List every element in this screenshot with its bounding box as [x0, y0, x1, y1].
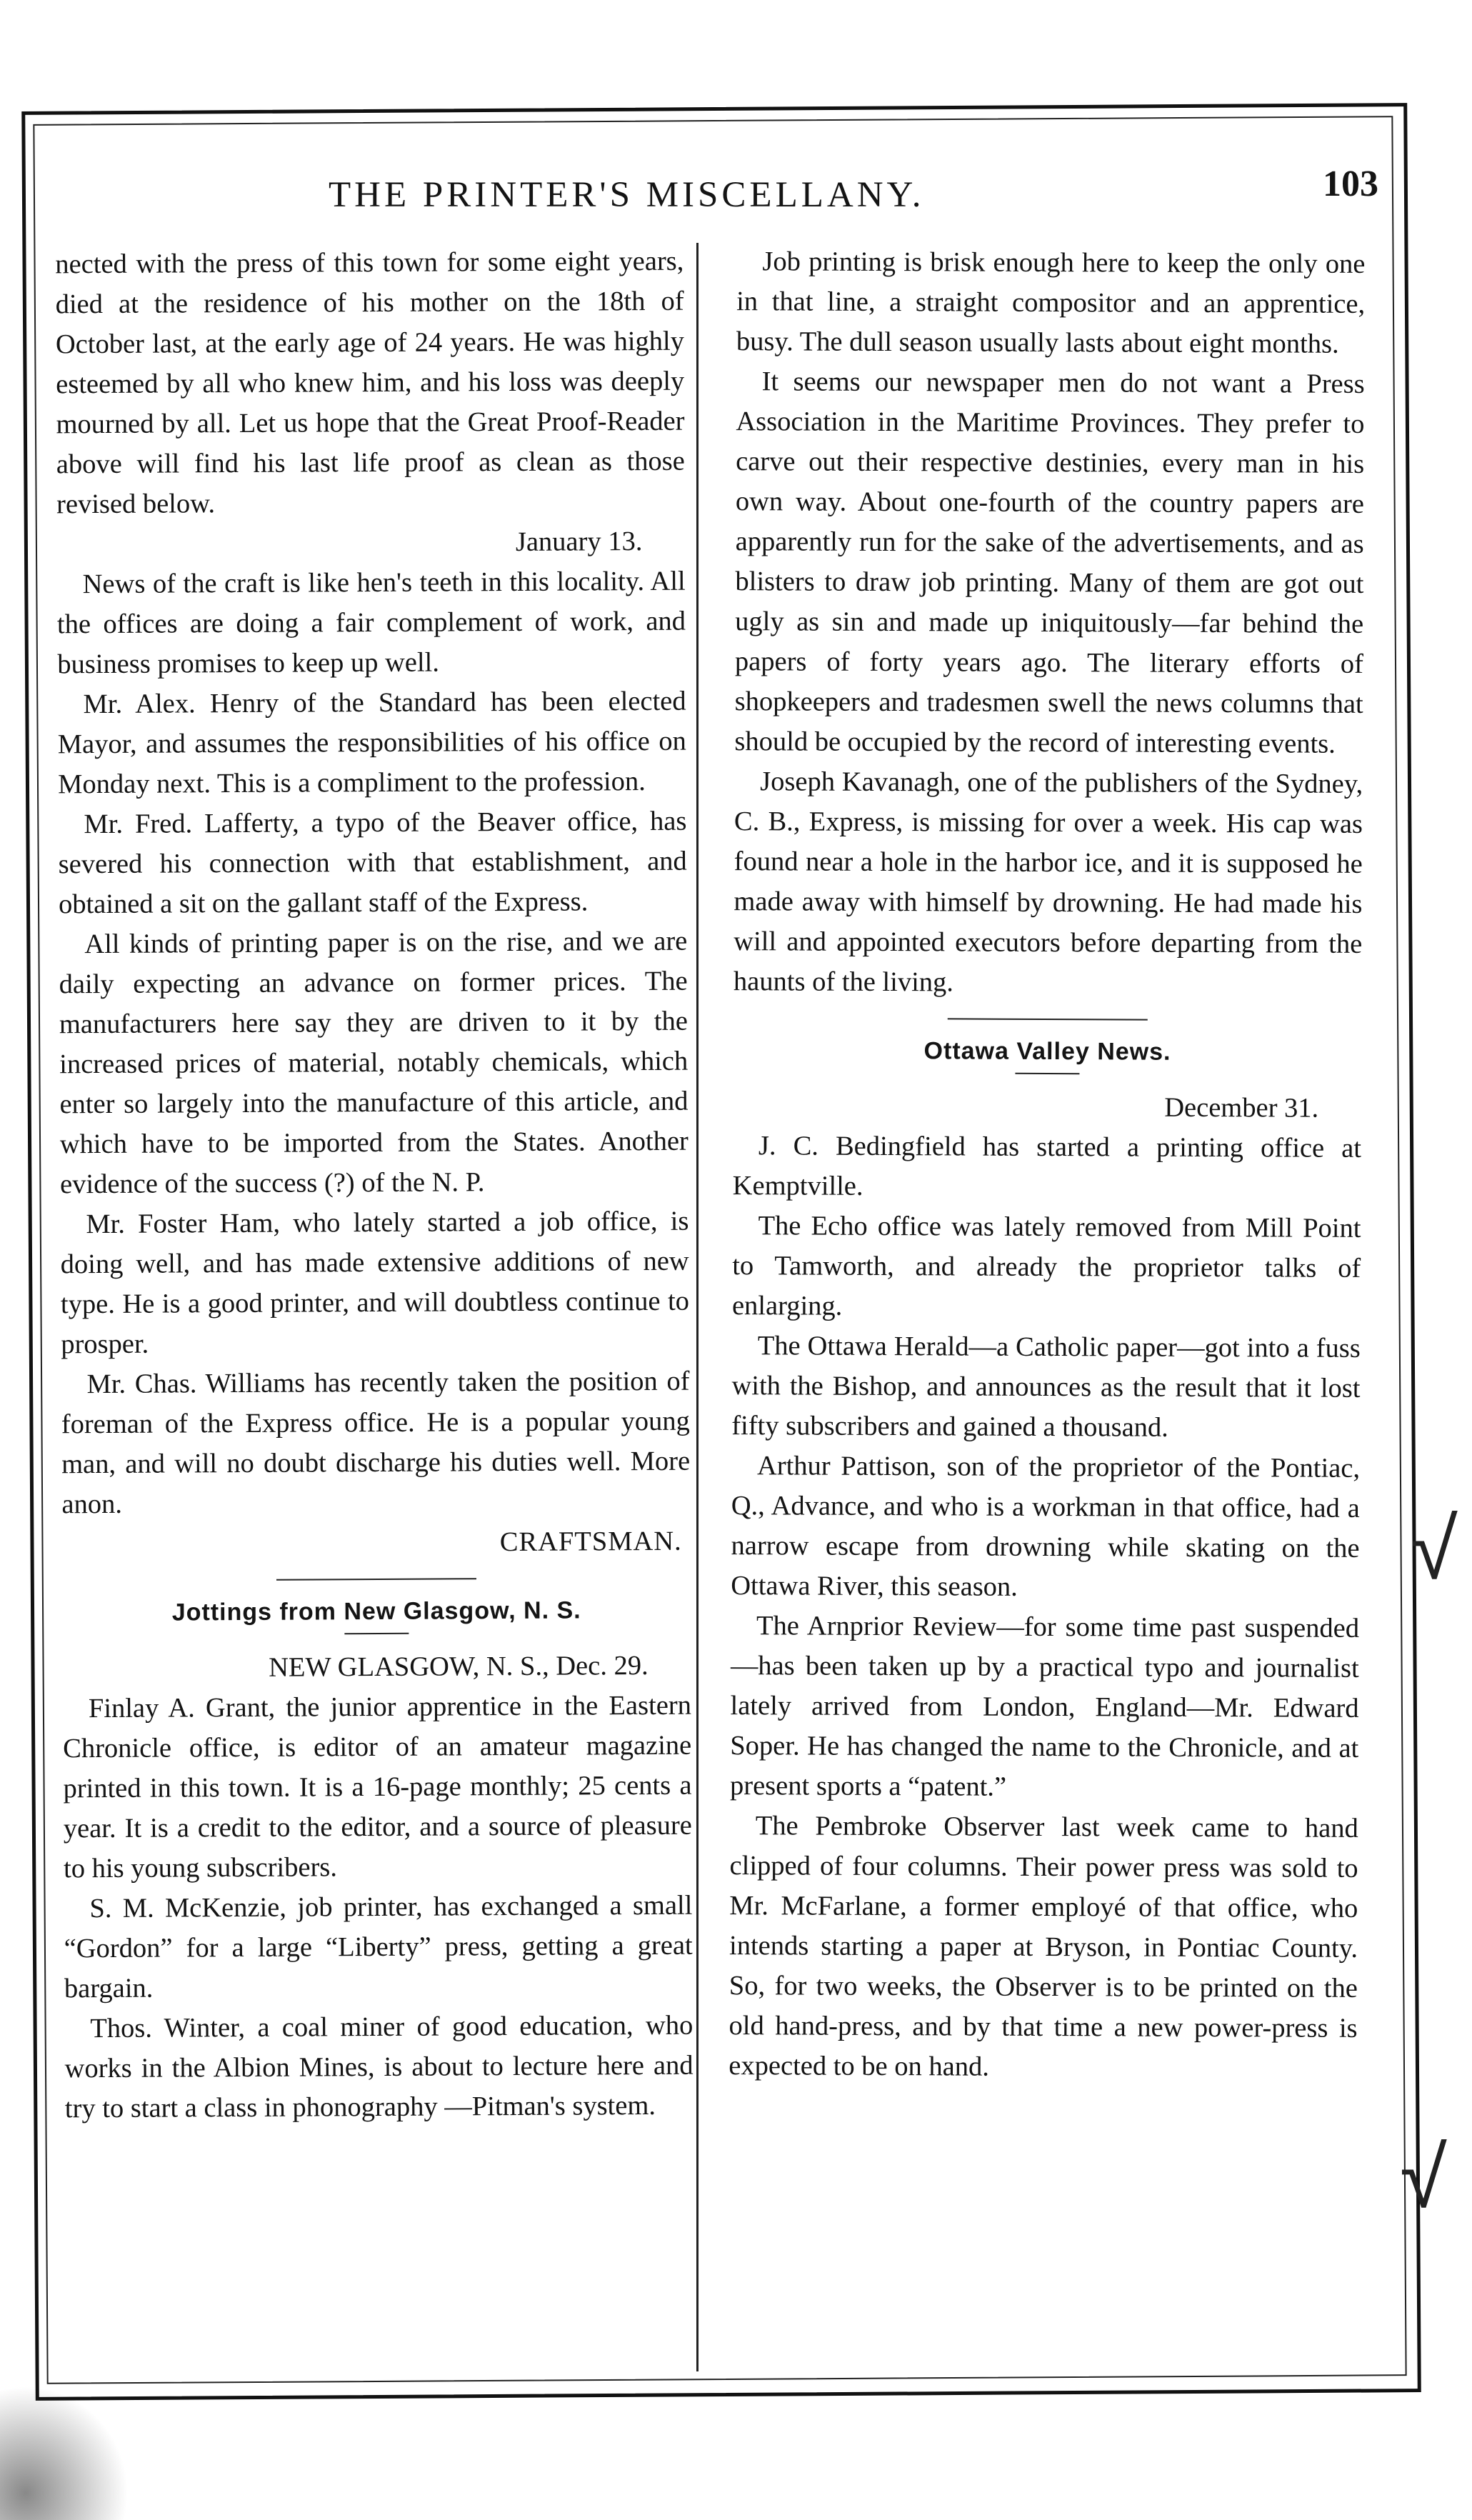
article-paragraph: nected with the press of this town for some eight years, died at the residence of his mother on the 18th of October last, at the early age of 24 years. He was highly esteemed by all who knew him, and his loss was deeply mourned by all. Let us hope that the Great Proof-Reader above will find his last life proof as clean as those revised below. [55, 246, 685, 520]
column-divider [696, 243, 699, 2371]
article-paragraph: Mr. Fred. Lafferty, a typo of the Beaver office, has severed his connection with that establishment, and obtained a sit on the gallant staff of the Express. [58, 806, 687, 920]
article-paragraph: The Arnprior Review—for some time past suspended—has been taken up by a practical typo and journalist lately arrived from London, England—Mr. Edward Soper. He has changed the name to the Chronicle, and at present sports a “patent.” [729, 1611, 1360, 1802]
page-number: 103 [1323, 164, 1378, 204]
right-column [728, 241, 1366, 2373]
scan-edge-shadow [0, 2386, 129, 2520]
article-paragraph: The Ottawa Herald—a Catholic paper—got into a fuss with the Bishop, and announces as the result that it lost fifty subscribers and gained a thousand. [731, 1331, 1361, 1443]
article-paragraph: All kinds of printing paper is on the rise, and we are daily expecting an advance on former prices. The manufacturers here say they are driven to it by the increased prices of material, notably chemicals, which enter so largely into the manufacture of this article, and which have to be imported from the States. Another evidence of the success (?) of the N. P. [59, 926, 689, 1200]
section-title: Jottings from New Glasgow, N. S. [171, 1596, 581, 1626]
margin-check-mark: √ [1400, 2130, 1447, 2226]
left-column [55, 241, 695, 2374]
article-paragraph: Mr. Chas. Williams has recently taken the position of foreman of the Express office. He is a popular young man, and will no doubt discharge his duties well. More anon. [61, 1366, 691, 1520]
dateline: NEW GLASGOW, N. S., Dec. 29. [269, 1651, 649, 1683]
article-paragraph: The Echo office was lately removed from Mill Point to Tamworth, and already the proprietor talks of enlarging. [731, 1211, 1361, 1321]
title-underline [344, 1633, 409, 1634]
article-paragraph: J. C. Bedingfield has started a printing office at Kemptville. [732, 1131, 1362, 1201]
article-paragraph: Finlay A. Grant, the junior apprentice in the Eastern Chronicle office, is editor of an amateur magazine printed in this town. It is a 16-page monthly; 25 cents a year. It is a credit to the editor, and a source of pleasure to his young subscribers. [63, 1690, 692, 1884]
section-rule [948, 1018, 1148, 1020]
article-paragraph: Job printing is brisk enough here to keep the only one in that line, a straight compositor and an apprentice, busy. The dull season usually lasts about eight months. [736, 246, 1366, 359]
article-paragraph: S. M. McKenzie, job printer, has exchanged a small “Gordon” for a large “Liberty” press, getting a great bargain. [64, 1890, 693, 2004]
article-paragraph: Mr. Alex. Henry of the Standard has been elected Mayor, and assumes the responsibilities of his office on Monday next. This is a compliment to the profession. [57, 686, 686, 800]
article-paragraph: News of the craft is like hen's teeth in this locality. All the offices are doing a fair complement of work, and business promises to keep up well. [56, 566, 686, 680]
dateline: January 13. [515, 526, 643, 557]
margin-check-mark: √ [1411, 1501, 1458, 1597]
article-paragraph: Arthur Pattison, son of the proprietor of the Pontiac, Q., Advance, and who is a workman in that office, had a narrow escape from drowning while skating on the Ottawa River, this season. [731, 1451, 1361, 1602]
article-paragraph: Thos. Winter, a coal miner of good education, who works in the Albion Mines, is about to lecture here and try to start a class in phonography —Pitman's system. [64, 2010, 694, 2124]
article-paragraph: It seems our newspaper men do not want a Press Association in the Maritime Provinces. They prefer to carve out their respective destinies, every man in his own way. About one-fourth of the country papers are apparently run for the sake of the advertisements, and as blisters to draw job printing. Many of them are got out ugly as sin and made up iniquitously—far behind the papers of forty years ago. The literary efforts of shopkeepers and tradesmen swell the news columns that should be occupied by the record of interesting events. [734, 366, 1365, 759]
section-title: Ottawa Valley News. [923, 1037, 1171, 1066]
article-paragraph: Mr. Foster Ham, who lately started a job office, is doing well, and has made extensive additions of new type. He is a good printer, and will doubtless continue to prosper. [60, 1206, 690, 1360]
article-paragraph: Joseph Kavanagh, one of the publishers of the Sydney, C. B., Express, is missing for over a week. His cap was found near a hole in the harbor ice, and it is supposed he made away with himself by drowning. He had made his will and appointed executors before departing from the haunts of the living. [733, 766, 1363, 998]
section-rule [276, 1578, 476, 1580]
article-paragraph: The Pembroke Observer last week came to hand clipped of four columns. Their power press was sold to Mr. McFarlane, a former employé of that office, who intends starting a paper at Bryson, in Pontiac County. So, for two weeks, the Observer is to be printed on the old hand-press, and by that time a new power-press is expected to be on hand. [729, 1811, 1358, 2082]
running-title: THE PRINTER'S MISCELLANY. [329, 175, 925, 215]
title-underline [1015, 1073, 1079, 1074]
page-header [57, 163, 1400, 220]
author-signature: CRAFTSMAN. [499, 1526, 682, 1558]
dateline: December 31. [1164, 1092, 1319, 1124]
